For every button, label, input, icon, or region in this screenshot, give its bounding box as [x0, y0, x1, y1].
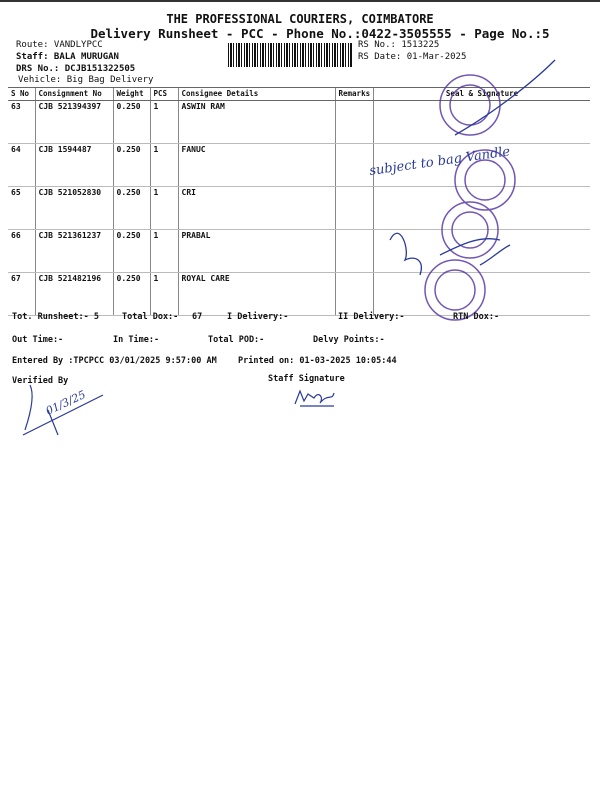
weight: 0.250 — [113, 144, 150, 187]
pcs: 1 — [150, 144, 178, 187]
rs-date: RS Date: 01-Mar-2025 — [358, 52, 467, 62]
entered-by: Entered By :TPCPCC 03/01/2025 9:57:00 AM — [12, 356, 217, 366]
weight: 0.250 — [113, 101, 150, 144]
tot-runsheet: Tot. Runsheet:- 5 — [12, 312, 99, 322]
verified-date: 01/3/25 — [43, 388, 88, 418]
seals-and-signatures — [360, 55, 600, 325]
consignment-no: CJB 1594487 — [35, 144, 113, 187]
total-pod: Total POD:- — [208, 335, 265, 345]
verified-by: Verified By — [12, 376, 69, 386]
pcs: 1 — [150, 273, 178, 316]
delvy-points: Delvy Points:- — [313, 335, 385, 345]
pcs: 1 — [150, 187, 178, 230]
total-dox-label: Total Dox:- — [122, 312, 179, 322]
staff-signature — [292, 386, 342, 411]
drs-number: DRS No.: DCJB151322505 — [16, 64, 136, 74]
printed-on: Printed on: 01-03-2025 10:05:44 — [238, 356, 397, 366]
col-sno: S No — [8, 88, 35, 101]
scan-edge — [0, 0, 600, 2]
rs-number: RS No.: 1513225 — [358, 40, 440, 50]
page-title: Delivery Runsheet - PCC - Phone No.:0422-3505555 - Page No.:5 — [90, 26, 550, 41]
i-delivery: I Delivery:- — [227, 312, 289, 322]
consignee: ASWIN RAM — [178, 101, 335, 144]
out-time: Out Time:- — [12, 335, 64, 345]
consignee: CRI — [178, 187, 335, 230]
consignment-no: CJB 521482196 — [35, 273, 113, 316]
route: Route: VANDLYPCC — [16, 40, 103, 50]
sno: 65 — [8, 187, 35, 230]
rtn-dox: RTN Dox:- — [453, 312, 500, 322]
verifier-signature — [18, 380, 108, 440]
col-consignee: Consignee Details — [178, 88, 335, 101]
vehicle: Vehicle: Big Bag Delivery — [18, 75, 154, 85]
weight: 0.250 — [113, 273, 150, 316]
pcs: 1 — [150, 101, 178, 144]
sno: 67 — [8, 273, 35, 316]
stamp-icon — [425, 260, 485, 320]
consignment-no: CJB 521394397 — [35, 101, 113, 144]
consignee: ROYAL CARE — [178, 273, 335, 316]
in-time: In Time:- — [113, 335, 160, 345]
sno: 66 — [8, 230, 35, 273]
consignee: PRABAL — [178, 230, 335, 273]
consignment-no: CJB 521052830 — [35, 187, 113, 230]
col-remarks: Remarks — [335, 88, 374, 101]
consignee: FANUC — [178, 144, 335, 187]
company-name: THE PROFESSIONAL COURIERS, COIMBATORE — [166, 12, 434, 26]
weight: 0.250 — [113, 187, 150, 230]
col-seal: Seal & Signature — [374, 88, 590, 101]
handwritten-note: subject to bag Vandle — [368, 144, 512, 179]
col-consignment: Consignment No — [35, 88, 113, 101]
sno: 64 — [8, 144, 35, 187]
consignment-no: CJB 521361237 — [35, 230, 113, 273]
weight: 0.250 — [113, 230, 150, 273]
col-weight: Weight — [113, 88, 150, 101]
sno: 63 — [8, 101, 35, 144]
barcode — [228, 43, 353, 67]
total-dox-value: 67 — [192, 312, 203, 322]
col-pcs: PCS — [150, 88, 178, 101]
staff: Staff: BALA MURUGAN — [16, 52, 119, 62]
ii-delivery: II Delivery:- — [338, 312, 405, 322]
staff-signature-label: Staff Signature — [268, 374, 345, 384]
pcs: 1 — [150, 230, 178, 273]
